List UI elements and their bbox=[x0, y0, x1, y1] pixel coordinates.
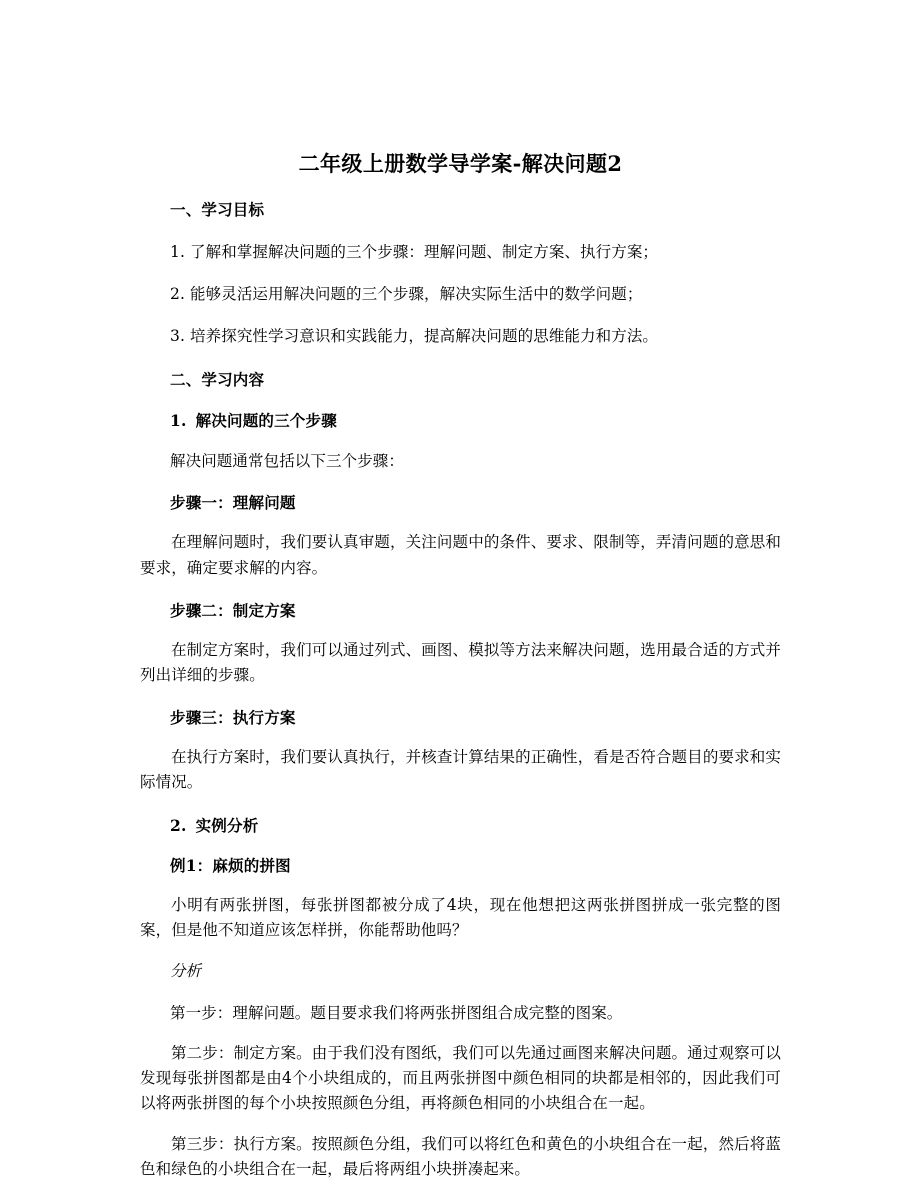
step-heading-understand-problem: 步骤一：理解问题 bbox=[170, 493, 296, 513]
subsection-heading-case-analysis bbox=[140, 796, 781, 837]
subsection-title-2: 实例分析 bbox=[195, 815, 259, 835]
step-body-understand-problem: 在理解问题时，我们要认真审题，关注问题中的条件、要求、限制等，弄清问题的意思和要求，确定要求解的内容。 bbox=[140, 533, 781, 577]
subsection-number-2: 2. bbox=[170, 815, 187, 835]
analysis-step-3: 第三步：执行方案。按照颜色分组，我们可以将红色和黄色的小块组合在一起，然后将蓝色和绿色的小块组合在一起，最后将两组小块拼凑起来。 bbox=[140, 1134, 781, 1178]
subsection-title-1: 解决问题的三个步骤 bbox=[195, 410, 337, 430]
step-heading-execute-plan: 步骤三：执行方案 bbox=[170, 708, 296, 728]
objective-item-1: 1. 了解和掌握解决问题的三个步骤：理解问题、制定方案、执行方案； bbox=[170, 242, 659, 261]
analysis-step-1: 第一步：理解问题。题目要求我们将两张拼图组合成完整的图案。 bbox=[170, 1003, 623, 1022]
step-heading-make-plan: 步骤二：制定方案 bbox=[170, 600, 296, 620]
section-heading-learning-content: 二、学习内容 bbox=[170, 369, 265, 389]
document-content bbox=[140, 0, 781, 1182]
objective-item-2: 2. 能够灵活运用解决问题的三个步骤，解决实际生活中的数学问题； bbox=[170, 284, 643, 303]
example-problem-statement: 小明有两张拼图，每张拼图都被分成了4块，现在他想把这两张拼图拼成一张完整的图案，但是他不知道应该怎样拼，你能帮助他吗？ bbox=[140, 896, 781, 940]
step-body-make-plan: 在制定方案时，我们可以通过列式、画图、模拟等方法来解决问题，选用最合适的方式并列出详细的步骤。 bbox=[140, 640, 781, 684]
three-steps-intro: 解决问题通常包括以下三个步骤： bbox=[170, 452, 405, 471]
example-heading-puzzle: 例1：麻烦的拼图 bbox=[170, 855, 291, 875]
section-heading-learning-objectives: 一、学习目标 bbox=[170, 200, 265, 220]
analysis-step-2: 第二步：制定方案。由于我们没有图纸，我们可以先通过画图来解决问题。通过观察可以发现每张拼图都是由4个小块组成的，而且两张拼图中颜色相同的块都是相邻的，因此我们可以将两张拼图的每个小块按照颜色分组，再将颜色相同的小块组合在一起。 bbox=[140, 1043, 781, 1112]
subsection-number-1: 1. bbox=[170, 410, 187, 430]
page-title: 二年级上册数学导学案-解决问题2 bbox=[298, 151, 623, 176]
analysis-label: 分析 bbox=[170, 962, 202, 981]
subsection-heading-three-steps bbox=[140, 391, 781, 432]
objective-item-3: 3. 培养探究性学习意识和实践能力，提高解决问题的思维能力和方法。 bbox=[170, 326, 659, 345]
step-body-execute-plan: 在执行方案时，我们要认真执行，并核查计算结果的正确性，看是否符合题目的要求和实际情况。 bbox=[140, 748, 781, 792]
